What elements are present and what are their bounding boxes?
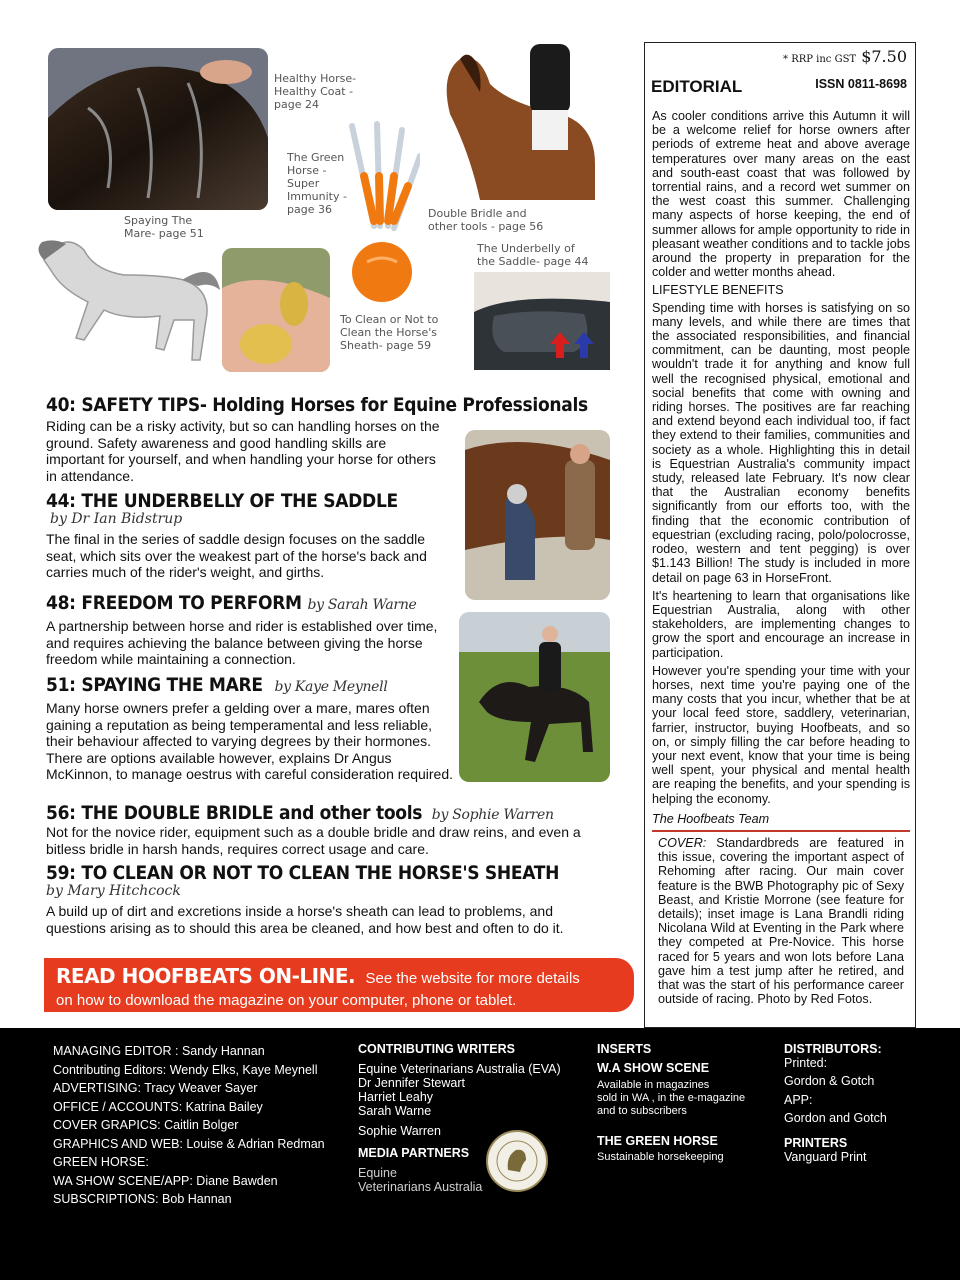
article-byline: by Sarah Warne [307, 597, 417, 613]
writer: Equine Veterinarians Australia (EVA) [358, 1062, 561, 1076]
sheath-hand-photo [222, 248, 330, 372]
wa-text: sold in WA , in the e-magazine [597, 1092, 746, 1104]
saddle-photo [474, 272, 610, 370]
article-byline: by Kaye Meynell [274, 679, 388, 695]
article-body: A build up of dirt and excretions inside a horse's sheath can lead to problems, and questions arising as to should this area be cleaned, and how best and often to do it. [46, 903, 564, 936]
editorial-paragraph: It's heartening to learn that organisations like Equestrian Australia, along with other stakeholders, are implementing changes to grow the sport and encourage an increase in participation. [652, 588, 910, 660]
article-title-text: SAFETY TIPS- Holding Horses for Equine Professionals [81, 394, 588, 416]
staff-list [53, 1042, 353, 1209]
read-online-banner[interactable] [44, 958, 634, 1012]
editorial-paragraph: As cooler conditions arrive this Autumn it will be a welcome relief for horse owners after periods of extreme heat and above average temperatures over many areas on the east and south-east coast that was followed by torrential rains, and a record wet summer on the west coast this summer. Challenging many aspects of horse keeping, the end of summer allows for ample opportunity to ride in pleasant weather conditions and to tackle jobs around the property in preparation for the colder and wetter months ahead. [652, 109, 910, 280]
article-title [46, 490, 606, 512]
article-page-number: 48: [46, 592, 76, 614]
green-horse-text: Sustainable horsekeeping [597, 1150, 724, 1163]
staff-line: OFFICE / ACCOUNTS: Katrina Bailey [53, 1099, 263, 1114]
article-body: Riding can be a risky activity, but so can handling horses on the ground. Safety awareness and good handling skills are important for yourself, and when handling your horse for others in attendance. [46, 418, 440, 484]
banner-line2: on how to download the magazine on your computer, phone or tablet. [56, 992, 517, 1009]
distributors-column [784, 1042, 944, 1164]
media-partner: Veterinarians Australia [358, 1180, 483, 1194]
printed-label: Printed: [784, 1056, 828, 1070]
caption-spaying: Spaying The Mare- page 51 [124, 214, 204, 240]
editorial-paragraph: However you're spending your time with your horses, next time you're paying one of the many costs that you incur, whether that be at your local feed store, saddlery, veterinarian, farrier, instructor, buying Hoofbeats, and so on, or simply filling the car before heading to your next event, know that your time is being well spent, your physical and mental health are reaping the benefits, and your spending is helping the economy. [652, 663, 910, 806]
article-title [46, 802, 606, 824]
staff-line: MANAGING EDITOR : Sandy Hannan [53, 1044, 265, 1058]
printers-value: Vanguard Print [784, 1149, 867, 1164]
article-title [46, 674, 606, 696]
article-body: Many horse owners prefer a gelding over a mare, mares often gaining a reputation as being temperamental and less reliable, their behaviour affected to varying degrees by their hormones. There are options available however, explains Dr Angus McKinnon, to manage oestrus with careful consideration required. [46, 700, 453, 782]
price-line [783, 47, 907, 66]
article-56 [46, 802, 606, 857]
article-51 [46, 674, 606, 783]
writer: Harriet Leahy [358, 1090, 434, 1104]
printed-value: Gordon & Gotch [784, 1074, 875, 1088]
article-44 [46, 490, 606, 581]
staff-line: SUBSCRIPTIONS: Bob Hannan [53, 1192, 232, 1206]
article-body: The final in the series of saddle design focuses on the saddle seat, which sits over the weakest part of the horse's back and carries much of the rider's weight, and girths. [46, 531, 427, 580]
article-body: A partnership between horse and rider is established over time, and requires achieving the balance between giving the horse freedom while maintaining a connection. [46, 618, 438, 667]
article-page-number: 44: [46, 490, 76, 512]
article-59 [46, 862, 606, 936]
caption-green-horse: The Green Horse - Super Immunity - page 36 [287, 151, 347, 216]
article-page-number: 40: [46, 394, 76, 416]
article-title-text: THE UNDERBELLY OF THE SADDLE [81, 490, 398, 512]
article-page-number: 51: [46, 674, 76, 696]
article-page-number: 56: [46, 802, 76, 824]
eva-seal-logo [486, 1130, 548, 1192]
caption-sheath: To Clean or Not to Clean the Horse's Sheath- page 59 [340, 313, 439, 352]
wa-show-scene-heading: W.A SHOW SCENE [597, 1060, 710, 1075]
masthead-footer [0, 1028, 960, 1280]
printers-heading: PRINTERS [784, 1135, 848, 1150]
article-title-text: SPAYING THE MARE [81, 674, 263, 696]
cover-label: COVER: [658, 835, 707, 850]
caption-underbelly: The Underbelly of the Saddle- page 44 [477, 242, 589, 268]
app-value: Gordon and Gotch [784, 1111, 887, 1125]
editorial-box [644, 42, 916, 1028]
writer: Sophie Warren [358, 1124, 441, 1138]
wa-text: Available in magazines [597, 1079, 710, 1091]
issn: ISSN 0811-8698 [815, 77, 907, 91]
writer: Dr Jennifer Stewart [358, 1076, 465, 1090]
editorial-signoff: The Hoofbeats Team [652, 811, 770, 826]
article-page-number: 59: [46, 862, 76, 884]
wet-horse-photo [48, 48, 268, 210]
staff-line: ADVERTISING: Tracy Weaver Sayer [53, 1081, 258, 1095]
writers-heading: CONTRIBUTING WRITERS [358, 1042, 515, 1056]
article-title [46, 862, 606, 884]
writer: Sarah Warne [358, 1104, 432, 1118]
banner-headline: READ HOOFBEATS ON-LINE. [56, 964, 356, 988]
editorial-rule [652, 830, 910, 832]
article-byline: by Dr Ian Bidstrup [50, 511, 183, 527]
staff-line: COVER GRAPICS: Caitlin Bolger [53, 1118, 239, 1132]
wa-text: and to subscribers [597, 1105, 687, 1117]
banner-line1: See the website for more details [365, 970, 580, 987]
writers-list [358, 1042, 588, 1194]
article-title-text: THE DOUBLE BRIDLE and other tools [81, 802, 423, 824]
article-byline: by Mary Hitchcock [46, 883, 181, 899]
editorial-heading: EDITORIAL [651, 77, 743, 96]
media-partner: Equine [358, 1166, 397, 1180]
distributors-heading: DISTRIBUTORS: [784, 1042, 882, 1056]
green-horse-heading: THE GREEN HORSE [597, 1134, 718, 1148]
media-heading: MEDIA PARTNERS [358, 1146, 470, 1160]
inserts-heading: INSERTS [597, 1042, 652, 1056]
cover-note [652, 836, 910, 1006]
caption-healthy-coat: Healthy Horse- Healthy Coat - page 24 [274, 72, 357, 111]
grey-horse-photo [14, 220, 222, 370]
article-title-text: FREEDOM TO PERFORM [81, 592, 302, 614]
staff-line: WA SHOW SCENE/APP: Diane Bawden [53, 1173, 278, 1188]
article-byline: by Sophie Warren [431, 807, 554, 823]
editorial-subhead: LIFESTYLE BENEFITS [652, 283, 784, 298]
app-label: APP: [784, 1092, 813, 1107]
article-body: Not for the novice rider, equipment such as a double bridle and draw reins, and even a bitless bridle in harsh hands, requires correct usage and care. [46, 824, 581, 857]
price-label: * RRP inc GST [783, 54, 857, 65]
caption-double-bridle: Double Bridle and other tools - page 56 [428, 207, 544, 233]
staff-line: Contributing Editors: Wendy Elks, Kaye Meynell [53, 1062, 318, 1077]
article-title [46, 394, 606, 416]
editorial-paragraph: Spending time with horses is satisfying on so many levels, and while there are times that the associated responsibilities, and financial commitment, can be daunting, most people wouldn't trade it for anything and know full well the recognised physical, emotional and social benefits that come with owning and riding horses. The positives are far reaching and extend beyond each individual too, if fact they extend to their families, communities and society as a whole. Highlighting this in detail is Equestrian Australia's community impact study, released late February. It's now clear that the Australian economy benefits significantly from our efforts too, with the finding that the economic contribution of equestrian (excluding racing, polo/polocrosse, rodeo, western and tent pegging) is over $1.143 Billion! The study is included in more detail on page 63 in HorseFront. [652, 300, 910, 585]
cover-text: Standardbreds are featured in this issue, covering the important aspect of Rehoming after racing. Our main cover feature is the BWB Photography pic of Sexy Beast, and Kristie Morrone (see feature for details); inset image is Lana Brandli riding Nicolana Wild at Eventing in the Park where they competed at Pre-Novice. This horse raced for 5 years and won lots before Lana gave him a test jump after he retired, and that was the start of his performance career outside of racing. Photo by Red Fotos. [658, 835, 904, 1007]
article-title-text: TO CLEAN OR NOT TO CLEAN THE HORSE'S SHEATH [81, 862, 560, 884]
price-value: $7.50 [861, 47, 907, 66]
article-title [46, 592, 606, 614]
staff-line: GRAPHICS AND WEB: Louise & Adrian Redman [53, 1136, 325, 1151]
inserts-column [597, 1040, 777, 1164]
dressage-horse-photo [420, 44, 610, 200]
staff-line: GREEN HORSE: [53, 1155, 149, 1169]
editorial-body [652, 109, 910, 1010]
